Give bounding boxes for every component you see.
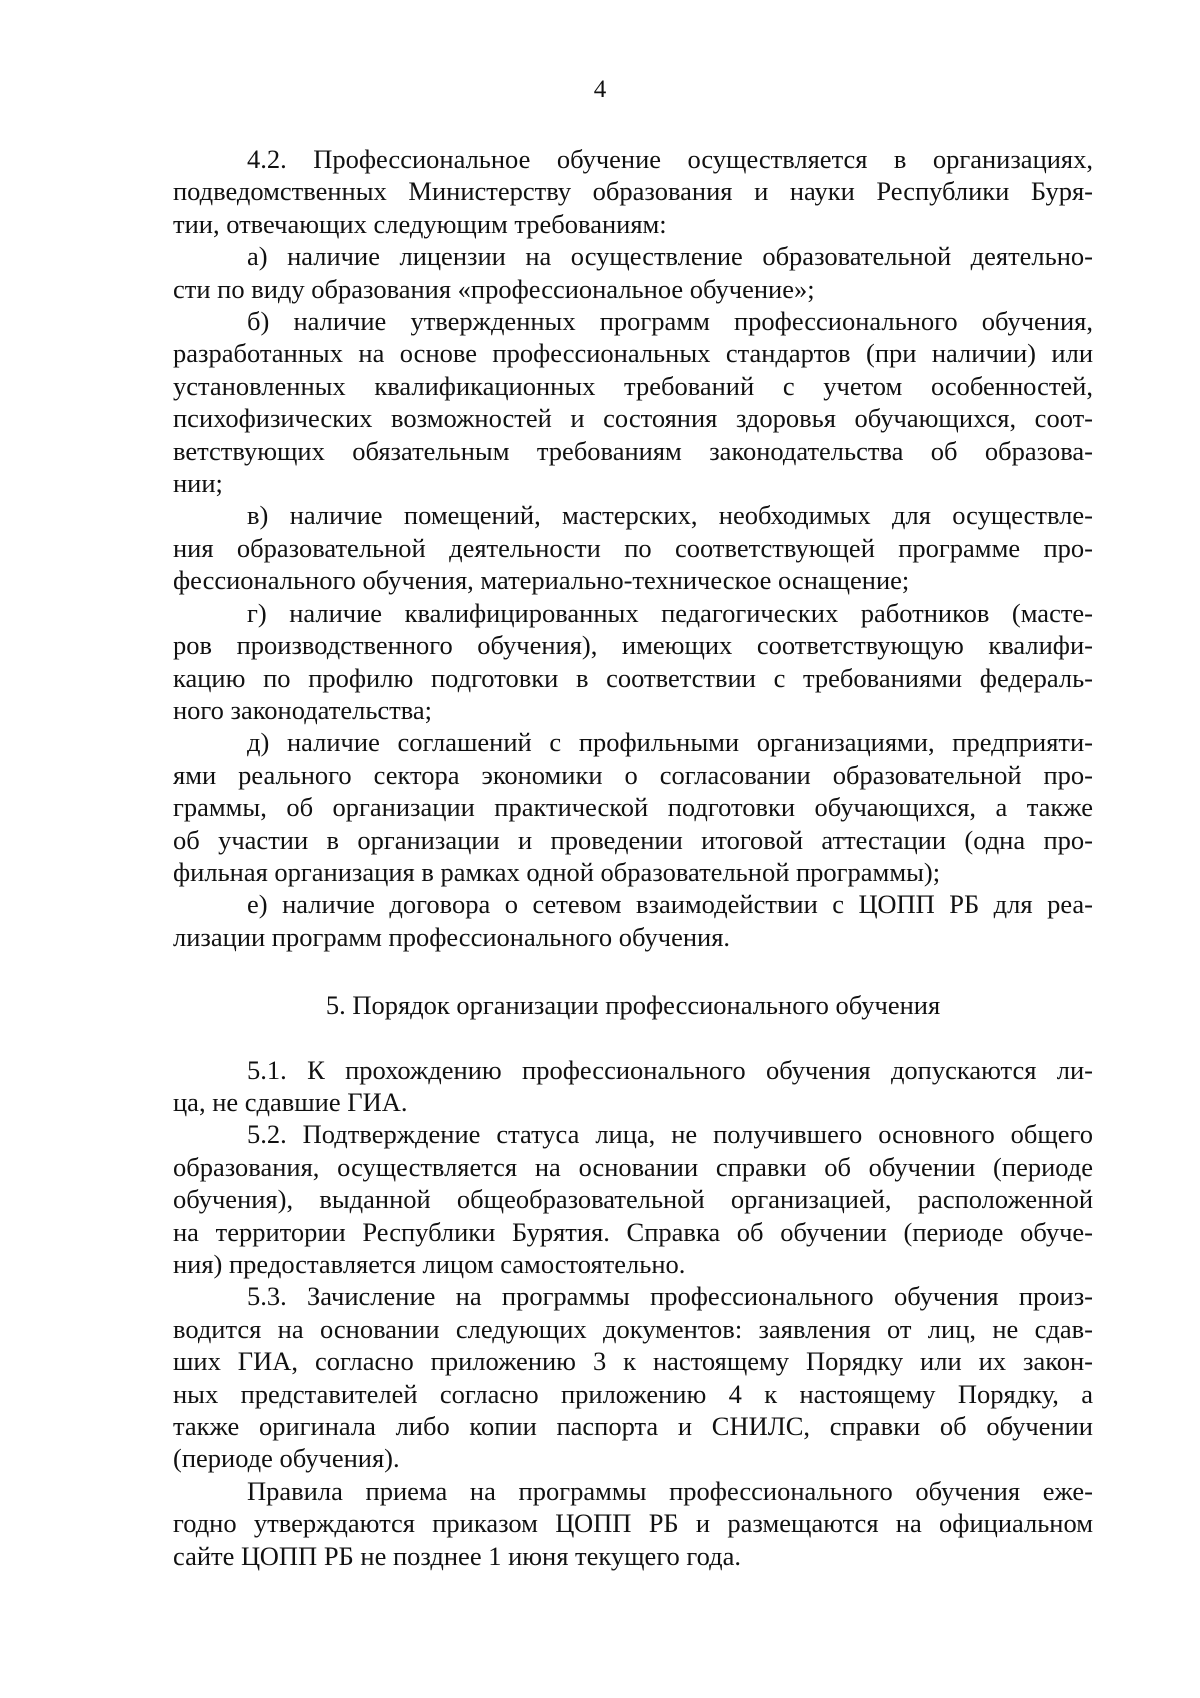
text-line: сайте ЦОПП РБ не позднее 1 июня текущего года. bbox=[173, 1540, 741, 1571]
text-line: также оригинала либо копии паспорта и СНИЛС, справки об обучении bbox=[173, 1411, 1093, 1442]
text-line: ветствующих обязательным требованиям законодательства об образова- bbox=[173, 435, 1093, 466]
section-5-paragraph bbox=[173, 1118, 1093, 1280]
section-4-paragraph bbox=[173, 597, 1093, 727]
text-line: кацию по профилю подготовки в соответствии с требованиями федераль- bbox=[173, 662, 1093, 693]
section-4-paragraph bbox=[173, 240, 1093, 305]
text-line: ных представителей согласно приложению 4 к настоящему Порядку, а bbox=[173, 1378, 1093, 1409]
text-line: сти по виду образования «профессиональное обучение»; bbox=[173, 273, 815, 304]
text-line: г) наличие квалифицированных педагогических работников (масте- bbox=[247, 597, 1093, 628]
text-line: б) наличие утвержденных программ профессионального обучения, bbox=[247, 306, 1093, 337]
page-number: 4 bbox=[593, 76, 607, 103]
section-4-paragraph bbox=[173, 143, 1093, 240]
section-5-paragraph bbox=[173, 1280, 1093, 1474]
text-line: образования, осуществляется на основании справки об обучении (периоде bbox=[173, 1151, 1093, 1182]
section-4-paragraph bbox=[173, 726, 1093, 888]
text-line: ями реального сектора экономики о согласовании образовательной про- bbox=[173, 759, 1093, 790]
text-line: 5.2. Подтверждение статуса лица, не получившего основного общего bbox=[247, 1119, 1093, 1150]
text-line: граммы, об организации практической подготовки обучающихся, а также bbox=[173, 792, 1093, 823]
text-line: 4.2. Профессиональное обучение осуществляется в организациях, bbox=[247, 144, 1093, 174]
text-line: психофизических возможностей и состояния здоровья обучающихся, соот- bbox=[173, 403, 1093, 434]
text-line: фильная организация в рамках одной образовательной программы); bbox=[173, 856, 941, 887]
document-body bbox=[173, 143, 1093, 1572]
text-line: обучения), выданной общеобразовательной организацией, расположенной bbox=[173, 1184, 1093, 1215]
text-line: ших ГИА, согласно приложению 3 к настоящему Порядку или их закон- bbox=[173, 1346, 1093, 1377]
text-line: а) наличие лицензии на осуществление образовательной деятельно- bbox=[247, 241, 1093, 272]
text-line: об участии в организации и проведении итоговой аттестации (одна про- bbox=[173, 824, 1093, 855]
text-line: в) наличие помещений, мастерских, необходимых для осуществле- bbox=[247, 500, 1093, 531]
text-line: нии; bbox=[173, 468, 223, 499]
text-line: ца, не сдавшие ГИА. bbox=[173, 1086, 408, 1117]
section-5-body bbox=[173, 1054, 1093, 1573]
section-5-paragraph bbox=[173, 1475, 1093, 1572]
section-4-paragraph bbox=[173, 305, 1093, 499]
text-line: ров производственного обучения), имеющих соответствующую квалифи- bbox=[173, 630, 1093, 661]
text-line: ного законодательства; bbox=[173, 694, 433, 725]
text-line: Правила приема на программы профессионального обучения еже- bbox=[247, 1475, 1093, 1506]
text-line: е) наличие договора о сетевом взаимодействии с ЦОПП РБ для реа- bbox=[247, 889, 1093, 920]
text-line: лизации программ профессионального обучения. bbox=[173, 921, 731, 952]
text-line: ния образовательной деятельности по соответствующей программе про- bbox=[173, 532, 1093, 563]
text-line: 5.1. К прохождению профессионального обучения допускаются ли- bbox=[247, 1054, 1093, 1085]
section-5-paragraph bbox=[173, 1054, 1093, 1119]
section-5-heading: 5. Порядок организации профессионального обучения bbox=[325, 990, 941, 1021]
text-line: 5.3. Зачисление на программы профессионального обучения произ- bbox=[247, 1281, 1093, 1312]
text-line: водится на основании следующих документов: заявления от лиц, не сдав- bbox=[173, 1313, 1093, 1344]
section-4-paragraph bbox=[173, 499, 1093, 596]
text-line: тии, отвечающих следующим требованиям: bbox=[173, 208, 667, 239]
text-line: д) наличие соглашений с профильными организациями, предприяти- bbox=[247, 727, 1093, 758]
text-line: разработанных на основе профессиональных стандартов (при наличии) или bbox=[173, 338, 1093, 369]
text-line: установленных квалификационных требований с учетом особенностей, bbox=[173, 370, 1093, 401]
text-line: подведомственных Министерству образования и науки Республики Буря- bbox=[173, 176, 1093, 207]
section-4-body bbox=[173, 143, 1093, 953]
text-line: на территории Республики Бурятия. Справка об обучении (периоде обуче- bbox=[173, 1216, 1093, 1247]
text-line: фессионального обучения, материально-техническое оснащение; bbox=[173, 565, 910, 596]
text-line: (периоде обучения). bbox=[173, 1443, 400, 1474]
text-line: ния) предоставляется лицом самостоятельно. bbox=[173, 1249, 686, 1279]
text-line: годно утверждаются приказом ЦОПП РБ и размещаются на официальном bbox=[173, 1508, 1093, 1539]
section-4-paragraph bbox=[173, 888, 1093, 953]
